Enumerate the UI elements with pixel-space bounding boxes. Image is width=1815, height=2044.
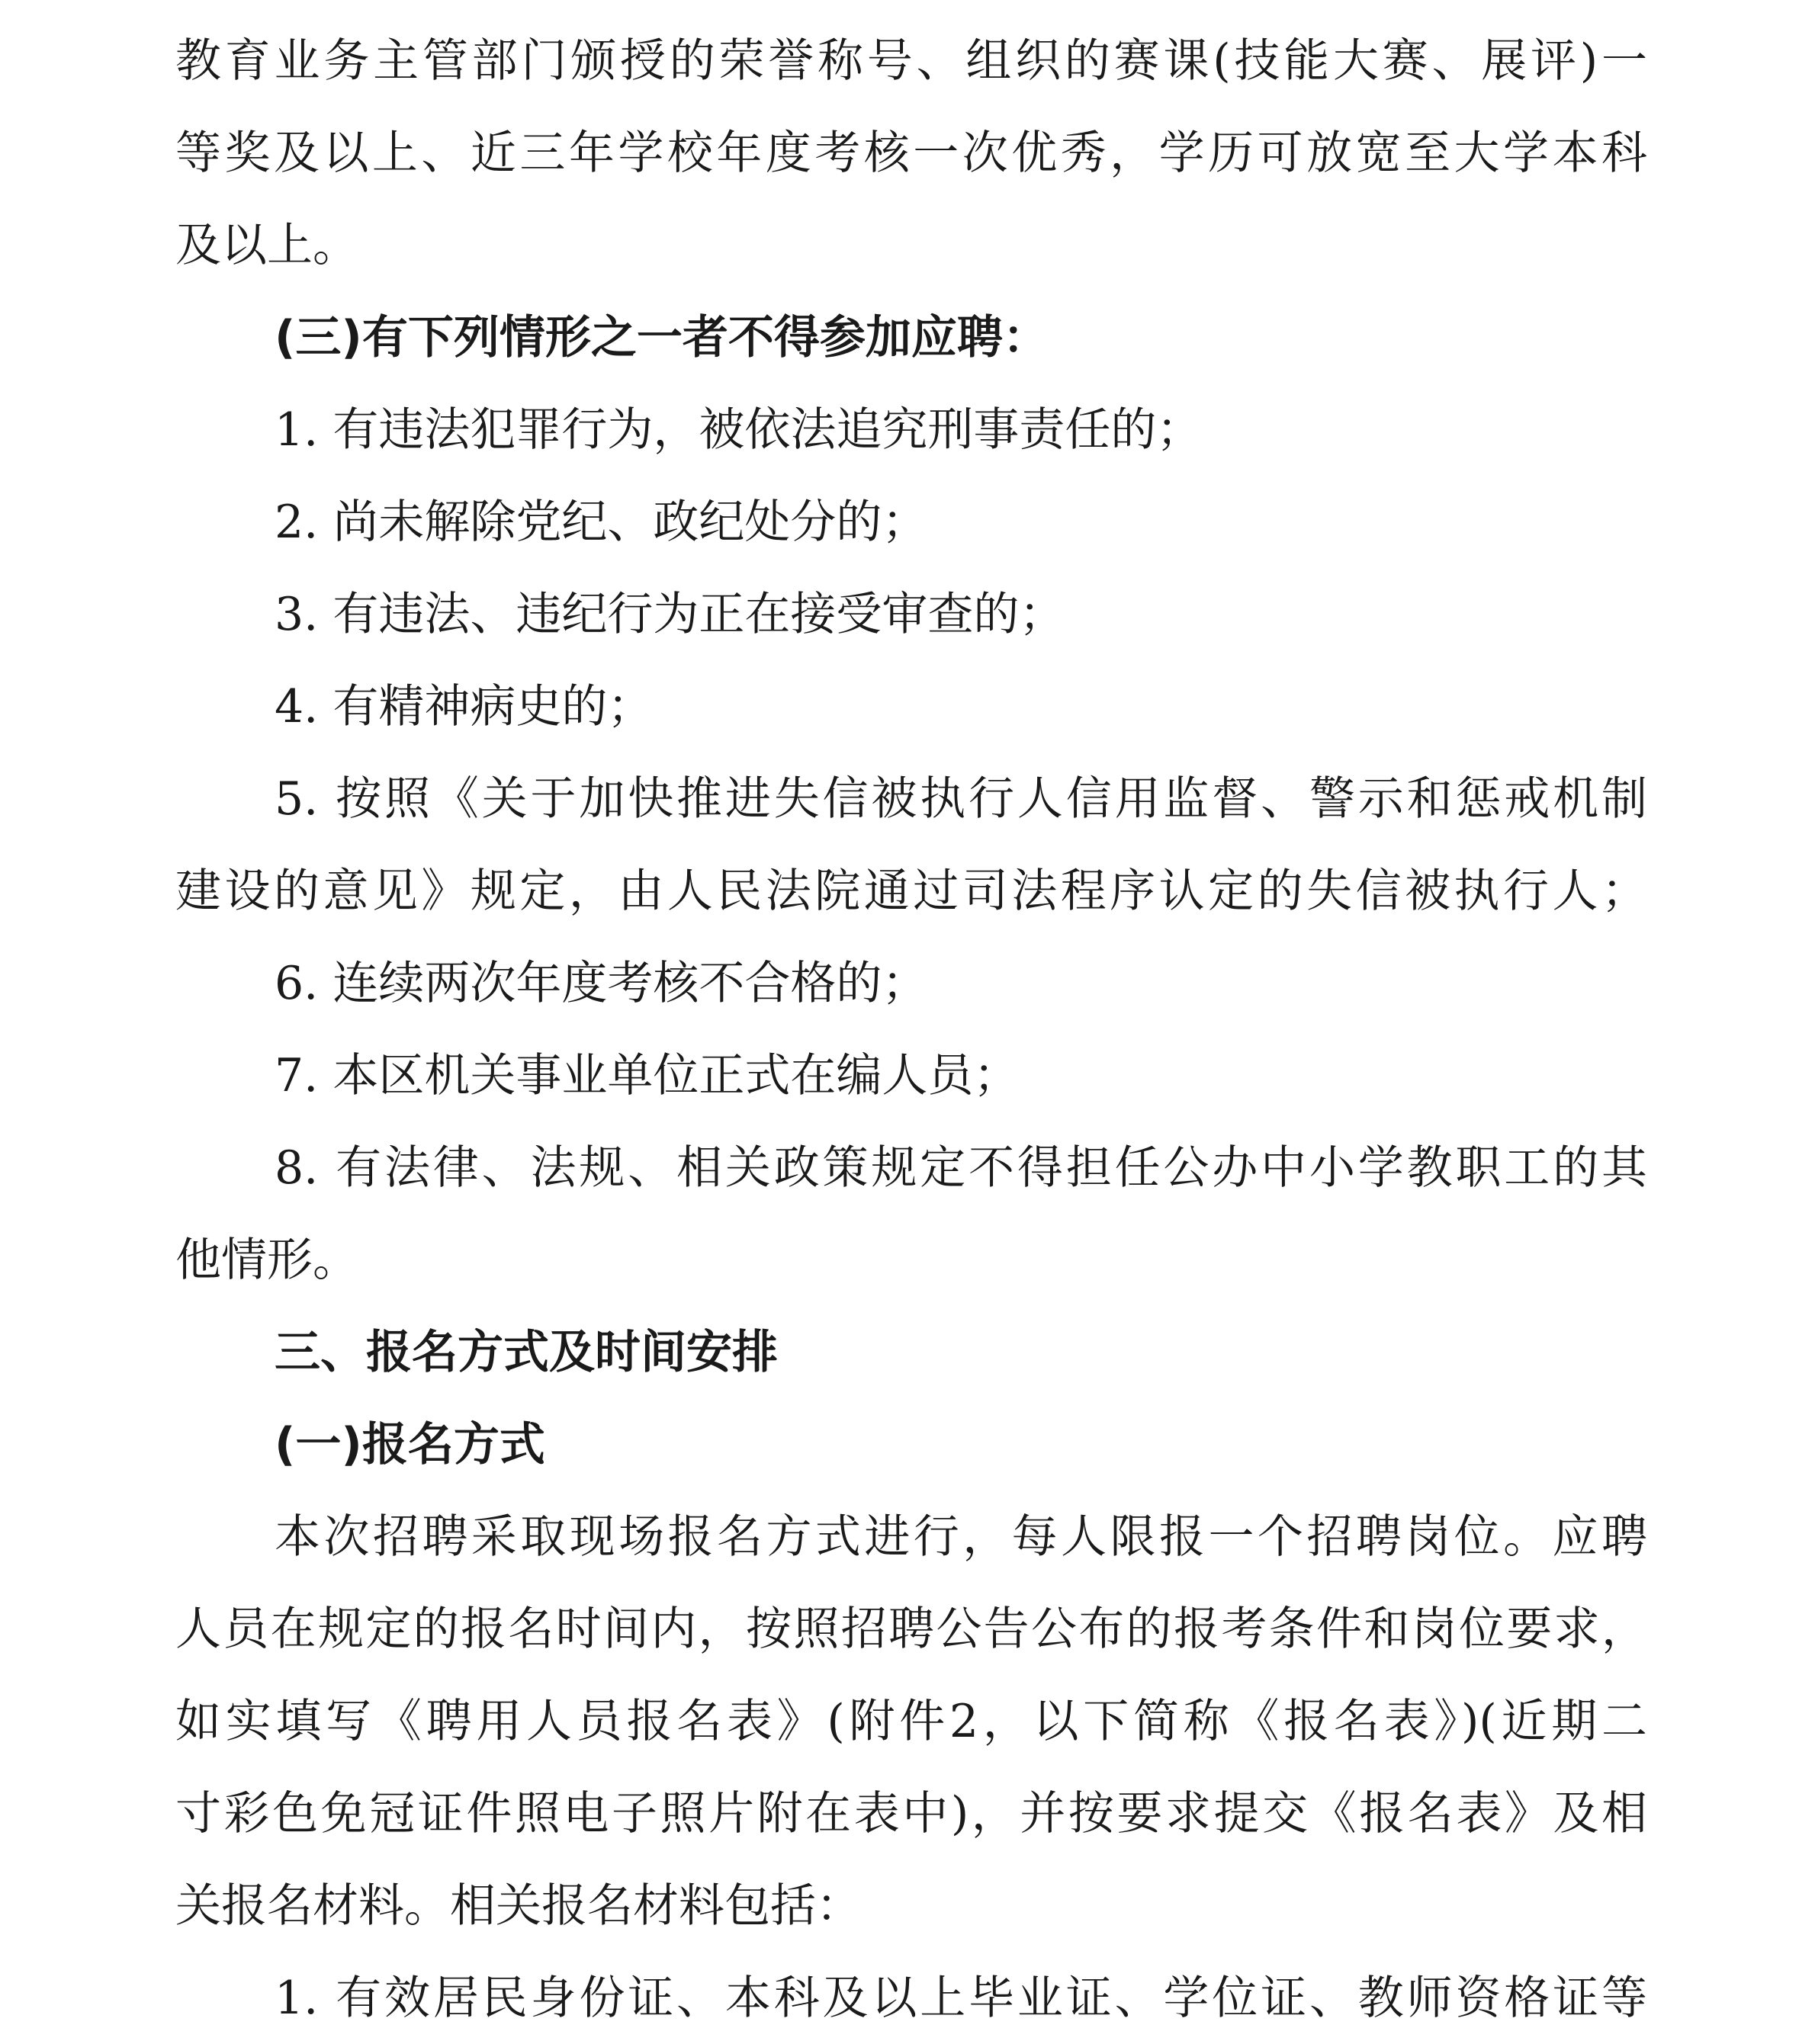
paragraph-line: 教育业务主管部门颁授的荣誉称号、组织的赛课(技能大赛、展评)一 (175, 34, 1647, 88)
paragraph-line: 及以上。 (175, 219, 358, 272)
paragraph-line: 本次招聘采取现场报名方式进行，每人限报一个招聘岗位。应聘 (275, 1510, 1647, 1564)
paragraph-line: 寸彩色免冠证件照电子照片附在表中)，并按要求提交《报名表》及相 (175, 1787, 1647, 1840)
document-page (175, 0, 1647, 2035)
paragraph-line: 6. 连续两次年度考核不合格的； (275, 957, 928, 1010)
paragraph-line: 如实填写《聘用人员报名表》(附件2，以下简称《报名表》)(近期二 (175, 1695, 1647, 1748)
paragraph-line: 他情形。 (175, 1234, 358, 1287)
paragraph-line: 关报名材料。相关报名材料包括： (175, 1879, 862, 1933)
section-heading: (一)报名方式 (275, 1418, 545, 1471)
paragraph-line: 等奖及以上、近三年学校年度考核一次优秀，学历可放宽至大学本科 (175, 127, 1647, 180)
section-heading: 三、报名方式及时间安排 (275, 1326, 778, 1379)
paragraph-line: 3. 有违法、违纪行为正在接受审查的； (275, 588, 1065, 641)
paragraph-line: 1. 有效居民身份证、本科及以上毕业证、学位证、教师资格证等 (275, 1972, 1647, 2025)
section-heading: (三)有下列情形之一者不得参加应聘： (275, 311, 1049, 364)
paragraph-line: 2. 尚未解除党纪、政纪处分的； (275, 496, 928, 549)
paragraph-line: 7. 本区机关事业单位正式在编人员； (275, 1049, 1020, 1102)
paragraph-line: 建设的意见》规定，由人民法院通过司法程序认定的失信被执行人； (175, 865, 1647, 918)
paragraph-line: 5. 按照《关于加快推进失信被执行人信用监督、警示和惩戒机制 (275, 772, 1647, 826)
paragraph-line: 人员在规定的报名时间内，按照招聘公告公布的报考条件和岗位要求， (175, 1603, 1647, 1656)
paragraph-line: 1. 有违法犯罪行为，被依法追究刑事责任的； (275, 403, 1203, 457)
paragraph-line: 4. 有精神病史的； (275, 680, 654, 733)
paragraph-line: 8. 有法律、法规、相关政策规定不得担任公办中小学教职工的其 (275, 1141, 1647, 1195)
